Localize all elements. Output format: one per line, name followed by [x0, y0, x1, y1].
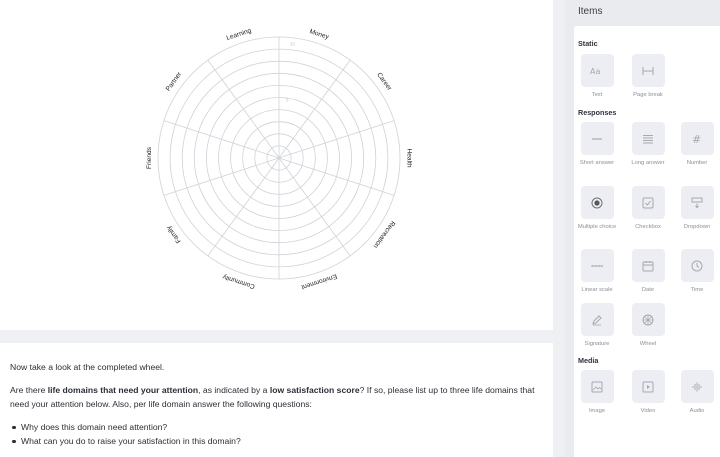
- svg-text:Aa: Aa: [590, 66, 601, 76]
- section-media: Media: [578, 356, 599, 365]
- wheel-divider: [279, 158, 350, 256]
- item-audio[interactable]: Audio: [675, 370, 719, 415]
- item-date[interactable]: Date: [626, 249, 670, 294]
- item-wheel[interactable]: Wheel: [626, 303, 670, 348]
- svg-text:#: #: [692, 132, 702, 145]
- segment-label: Career: [375, 71, 393, 92]
- segment-label: Money: [308, 28, 330, 41]
- segment-label: Family: [165, 224, 183, 245]
- clock-icon: [681, 249, 714, 282]
- intro-text: Now take a look at the completed wheel.: [10, 362, 165, 372]
- question-list: [10, 421, 543, 449]
- scale-label: 5: [285, 97, 289, 103]
- dropdown-icon: [681, 186, 714, 219]
- section-static: Static: [578, 39, 598, 48]
- item-short-answer[interactable]: Short answer: [575, 122, 619, 167]
- sidebar-title: Items: [578, 6, 603, 17]
- wheel-icon: [632, 303, 665, 336]
- segment-label: Recreation: [371, 219, 397, 250]
- section-responses: Responses: [578, 108, 617, 117]
- item-number[interactable]: # Number: [675, 122, 719, 167]
- item-text[interactable]: Aa Text: [575, 54, 619, 99]
- segment-label: Health: [405, 148, 413, 168]
- item-video[interactable]: Video: [626, 370, 670, 415]
- items-sidebar: [565, 0, 720, 457]
- item-time[interactable]: Time: [675, 249, 719, 294]
- item-signature[interactable]: Signature: [575, 303, 619, 348]
- video-icon: [632, 370, 665, 403]
- long-answer-icon: [632, 122, 665, 155]
- item-long-answer[interactable]: Long answer: [626, 122, 670, 167]
- wheel-divider: [208, 158, 279, 256]
- hash-icon: [681, 122, 714, 155]
- scale-label: 10: [289, 41, 295, 47]
- short-answer-icon: [581, 122, 614, 155]
- pen-icon: [581, 303, 614, 336]
- segment-label: Partner: [164, 70, 184, 93]
- wheel-divider: [279, 60, 350, 158]
- segment-label: Friends: [145, 147, 153, 169]
- page-break-icon: [632, 54, 665, 87]
- wheel-divider: [208, 60, 279, 158]
- audio-icon: [681, 370, 714, 403]
- instructions-card[interactable]: [0, 343, 553, 457]
- image-icon: [581, 370, 614, 403]
- item-dropdown[interactable]: Dropdown: [675, 186, 719, 231]
- item-linear-scale[interactable]: Linear scale: [575, 249, 619, 294]
- question-text: Are there life domains that need your attention, as indicated by a low satisfaction score? If so, please list up to three life domains that need your attention below. Also, per life domain answer the following questions:: [10, 385, 535, 409]
- text-format-icon: [581, 54, 614, 87]
- checkbox-icon: [632, 186, 665, 219]
- item-multiple-choice[interactable]: Multiple choice: [575, 186, 619, 231]
- segment-label: Learning: [225, 27, 253, 42]
- radio-icon: [581, 186, 614, 219]
- list-item: Why does this domain need attention?: [10, 421, 543, 435]
- segment-label: Environment: [300, 272, 338, 291]
- list-item: What can you do to raise your satisfaction in this domain?: [10, 435, 543, 449]
- item-page-break[interactable]: Page break: [626, 54, 670, 99]
- calendar-icon: [632, 249, 665, 282]
- item-image[interactable]: Image: [575, 370, 619, 415]
- linear-scale-icon: [581, 249, 614, 282]
- item-checkbox[interactable]: Checkbox: [626, 186, 670, 231]
- segment-label: Community: [221, 272, 256, 290]
